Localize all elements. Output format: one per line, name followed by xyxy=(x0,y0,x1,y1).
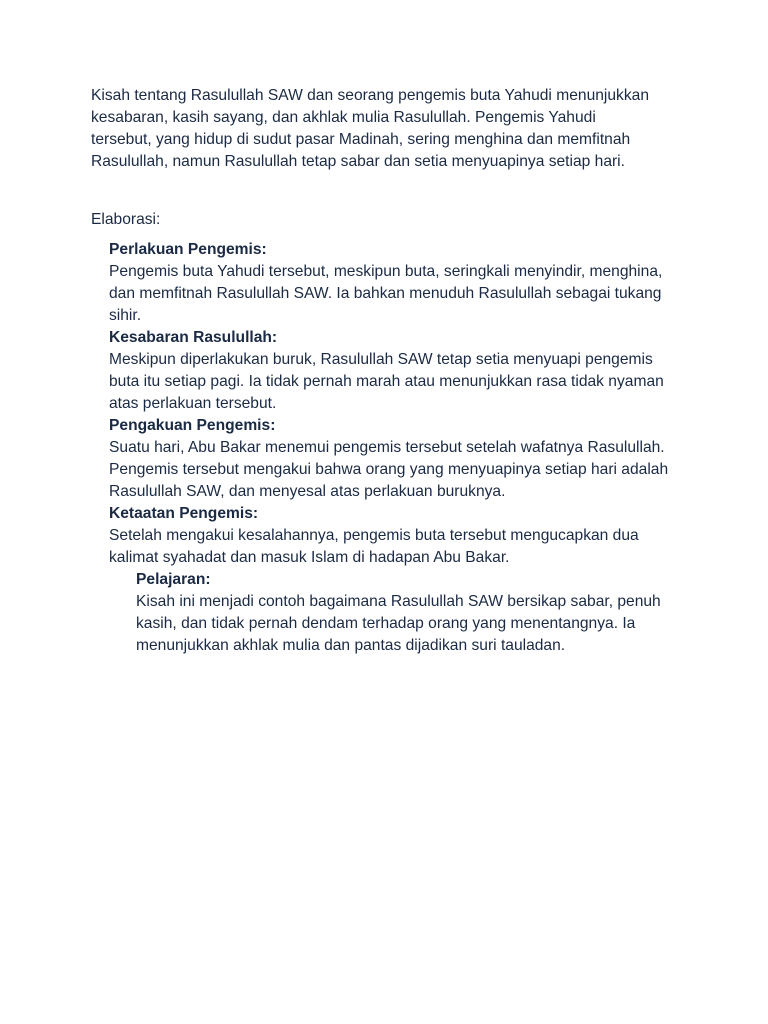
intro-paragraph: Kisah tentang Rasulullah SAW dan seorang pengemis buta Yahudi menunjukkan kesabaran, kasih sayang, dan akhlak mulia Rasulullah. Pengemis Yahudi tersebut, yang hidup di sudut pasar Madinah, sering menghina dan memfitnah Rasulullah, namun Rasulullah tetap sabar dan setia menyuapinya setiap hari. xyxy=(91,87,649,170)
lesson-title: Pelajaran: xyxy=(136,571,211,588)
section-body: Suatu hari, Abu Bakar menemui pengemis tersebut setelah wafatnya Rasulullah. Pengemis tersebut mengakui bahwa orang yang menyuapinya setiap hari adalah Rasulullah SAW, dan menyesal atas perlakuan buruknya. xyxy=(109,439,669,500)
section-title: Kesabaran Rasulullah: xyxy=(109,329,278,346)
section-title: Perlakuan Pengemis: xyxy=(109,241,267,258)
section-body: Meskipun diperlakukan buruk, Rasulullah SAW tetap setia menyuapi pengemis buta itu setiap pagi. Ia tidak pernah marah atau menunjukkan rasa tidak nyaman atas perlakuan tersebut. xyxy=(109,351,664,412)
section-body: Setelah mengakui kesalahannya, pengemis buta tersebut mengucapkan dua kalimat syahadat dan masuk Islam di hadapan Abu Bakar. xyxy=(109,527,639,566)
section-ketaatan-pengemis xyxy=(109,503,681,569)
elaboration-label: Elaborasi: xyxy=(91,211,161,228)
section-pengakuan-pengemis xyxy=(109,415,681,503)
section-kesabaran-rasulullah xyxy=(109,327,681,415)
document-page xyxy=(91,85,681,657)
lesson-body: Kisah ini menjadi contoh bagaimana Rasulullah SAW bersikap sabar, penuh kasih, dan tidak pernah dendam terhadap orang yang menentangnya. Ia menunjukkan akhlak mulia dan pantas dijadikan suri tauladan. xyxy=(136,593,661,654)
section-perlakuan-pengemis xyxy=(109,239,681,327)
section-pelajaran xyxy=(136,569,681,657)
section-body: Pengemis buta Yahudi tersebut, meskipun buta, seringkali menyindir, menghina, dan memfitnah Rasulullah SAW. Ia bahkan menuduh Rasulullah sebagai tukang sihir. xyxy=(109,263,663,324)
section-title: Pengakuan Pengemis: xyxy=(109,417,276,434)
section-title: Ketaatan Pengemis: xyxy=(109,505,259,522)
elaboration-sections xyxy=(91,239,681,657)
